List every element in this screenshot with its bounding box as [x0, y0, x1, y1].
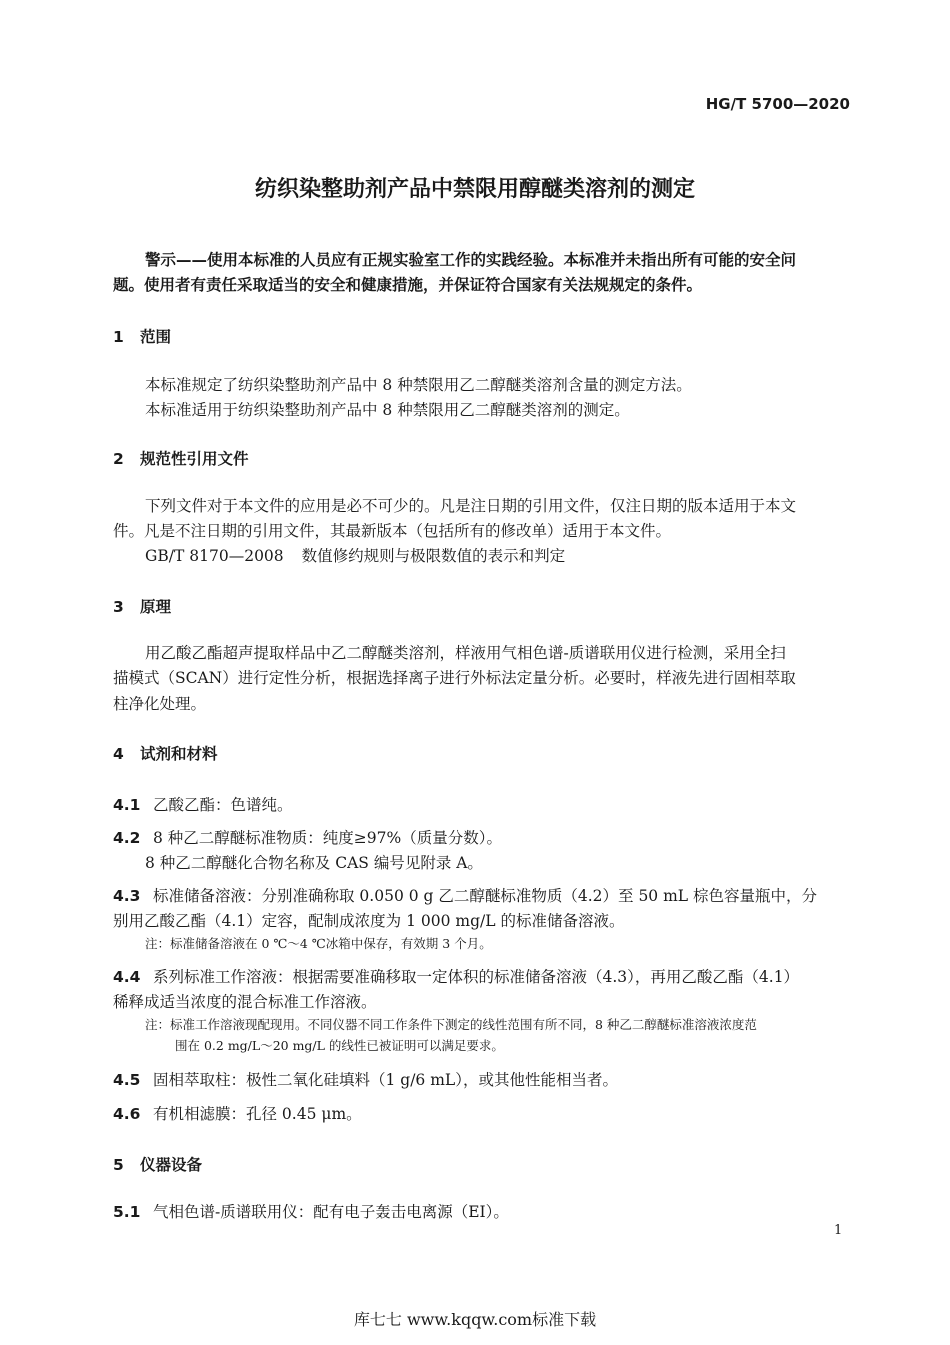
section-3-number: 3: [113, 598, 124, 616]
reference-code: GB/T 8170—2008: [145, 547, 284, 565]
section-2-title: 规范性引用文件: [140, 450, 249, 468]
item-4-5-number: 4.5: [113, 1071, 141, 1089]
section-1-number: 1: [113, 328, 124, 346]
item-4-4-continuation: 稀释成适当浓度的混合标准工作溶液。: [113, 993, 377, 1011]
item-4-6: [113, 1102, 362, 1124]
item-4-4-note-line-1: 注：标准工作溶液现配现用。不同仪器不同工作条件下测定的线性范围有所不同，8 种乙二醇醚标准溶液浓度范: [145, 1017, 757, 1032]
section-5-number: 5: [113, 1156, 124, 1174]
item-4-2-number: 4.2: [113, 829, 141, 847]
section-4-number: 4: [113, 745, 124, 763]
section-3-title: 原理: [140, 598, 172, 616]
section-1-paragraph-1: 本标准规定了纺织染整助剂产品中 8 种禁限用乙二醇醚类溶剂含量的测定方法。: [145, 376, 692, 394]
warning-line-1: 警示——使用本标准的人员应有正规实验室工作的实践经验。本标准并未指出所有可能的安全问: [145, 251, 797, 269]
document-title: 纺织染整助剂产品中禁限用醇醚类溶剂的测定: [254, 177, 695, 202]
standard-code: HG/T 5700—2020: [705, 95, 850, 113]
section-2-number: 2: [113, 450, 124, 468]
section-1-title: 范围: [140, 328, 172, 346]
item-4-3-text: 标准储备溶液：分别准确称取 0.050 0 g 乙二醇醚标准物质（4.2）至 50 mL 棕色容量瓶中，分: [153, 887, 818, 905]
item-4-6-text: 有机相滤膜：孔径 0.45 μm。: [153, 1105, 362, 1123]
section-1-paragraph-2: 本标准适用于纺织染整助剂产品中 8 种禁限用乙二醇醚类溶剂的测定。: [145, 401, 630, 419]
item-4-4-note-line-2: 围在 0.2 mg/L～20 mg/L 的线性已被证明可以满足要求。: [175, 1038, 504, 1053]
section-3-paragraph-line-1: 用乙酸乙酯超声提取样品中乙二醇醚类溶剂，样液用气相色谱-质谱联用仪进行检测，采用全扫: [145, 644, 786, 662]
item-4-2-text: 8 种乙二醇醚标准物质：纯度≥97%（质量分数）。: [153, 829, 502, 847]
item-4-4-number: 4.4: [113, 968, 141, 986]
item-4-2: [113, 826, 502, 848]
item-4-4: [113, 965, 799, 987]
item-4-3-note: 注：标准储备溶液在 0 ℃～4 ℃冰箱中保存，有效期 3 个月。: [145, 936, 492, 951]
reference-title: 数值修约规则与极限数值的表示和判定: [301, 547, 566, 565]
section-3-heading: [113, 595, 171, 617]
section-5-heading: [113, 1153, 202, 1175]
page-number: 1: [834, 1223, 843, 1238]
section-1-heading: [113, 325, 171, 347]
section-4-heading: [113, 742, 218, 764]
item-4-5-text: 固相萃取柱：极性二氧化硅填料（1 g/6 mL），或其他性能相当者。: [153, 1071, 618, 1089]
item-5-1-text: 气相色谱-质谱联用仪：配有电子轰击电离源（EI）。: [153, 1203, 509, 1221]
section-2-paragraph-line-2: 件。凡是不注日期的引用文件，其最新版本（包括所有的修改单）适用于本文件。: [113, 522, 672, 540]
warning-line-2: 题。使用者有责任采取适当的安全和健康措施，并保证符合国家有关法规规定的条件。: [113, 276, 703, 294]
item-4-3-number: 4.3: [113, 887, 141, 905]
normative-reference: [145, 544, 565, 566]
section-2-heading: [113, 447, 249, 469]
section-5-title: 仪器设备: [140, 1156, 203, 1174]
item-4-4-text: 系列标准工作溶液：根据需要准确移取一定体积的标准储备溶液（4.3），再用乙酸乙酯（4.1）: [153, 968, 800, 986]
section-2-paragraph-line-1: 下列文件对于本文件的应用是必不可少的。凡是注日期的引用文件，仅注日期的版本适用于本文: [145, 497, 797, 515]
item-4-3-continuation: 别用乙酸乙酯（4.1）定容，配制成浓度为 1 000 mg/L 的标准储备溶液。: [113, 912, 625, 930]
item-5-1: [113, 1200, 509, 1222]
section-3-paragraph-line-3: 柱净化处理。: [113, 695, 207, 713]
item-4-3: [113, 884, 817, 906]
watermark-footer: 库七七 www.kqqw.com标准下载: [353, 1310, 597, 1329]
item-4-2-continuation: 8 种乙二醇醚化合物名称及 CAS 编号见附录 A。: [145, 854, 483, 872]
section-3-paragraph-line-2: 描模式（SCAN）进行定性分析，根据选择离子进行外标法定量分析。必要时，样液先进行固相萃取: [113, 669, 796, 687]
section-4-title: 试剂和材料: [140, 745, 218, 763]
item-4-1-number: 4.1: [113, 796, 141, 814]
item-5-1-number: 5.1: [113, 1203, 141, 1221]
item-4-6-number: 4.6: [113, 1105, 141, 1123]
item-4-5: [113, 1068, 618, 1090]
item-4-1-text: 乙酸乙酯：色谱纯。: [153, 796, 293, 814]
item-4-1: [113, 793, 293, 815]
